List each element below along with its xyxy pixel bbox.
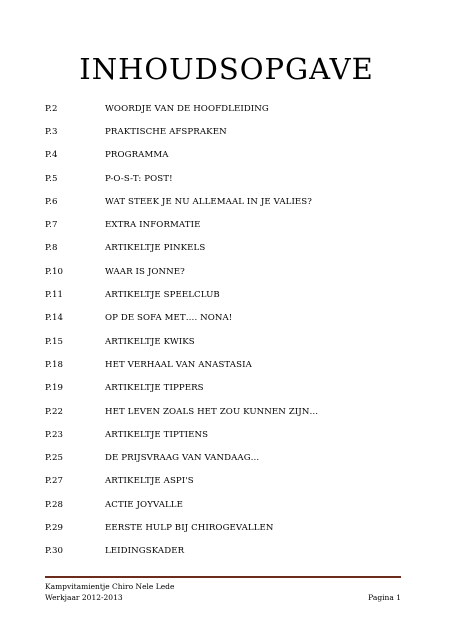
toc-page-number: P.28 [45, 499, 64, 510]
toc-entry-title: OP DE SOFA MET…. NONA! [105, 313, 233, 324]
toc-row [45, 493, 425, 516]
toc-page-number: P.15 [45, 336, 64, 347]
toc-entry-title: HET LEVEN ZOALS HET ZOU KUNNEN ZIJN… [105, 406, 319, 417]
toc-row [45, 400, 425, 423]
toc-row [45, 120, 425, 143]
toc-row [45, 167, 425, 190]
toc-page-number: P.27 [45, 476, 64, 487]
table-of-contents [45, 97, 425, 563]
toc-page-number: P.10 [45, 266, 64, 277]
toc-row [45, 516, 425, 539]
toc-row [45, 283, 425, 306]
toc-page-number: P.29 [45, 522, 64, 533]
toc-row [45, 377, 425, 400]
toc-page-number: P.4 [45, 150, 58, 161]
toc-page-number: P.19 [45, 383, 64, 394]
toc-entry-title: ARTIKELTJE SPEELCLUB [105, 290, 220, 301]
toc-entry-title: ARTIKELTJE KWIKS [105, 336, 195, 347]
toc-page-number: P.23 [45, 429, 64, 440]
toc-entry-title: ARTIKELTJE ASPI'S [105, 476, 194, 487]
toc-row [45, 237, 425, 260]
toc-page-number: P.2 [45, 103, 58, 114]
toc-page-number: P.18 [45, 359, 64, 370]
toc-page-number: P.30 [45, 546, 64, 557]
toc-page-number: P.7 [45, 220, 58, 231]
footer-year: Werkjaar 2012-2013 [45, 593, 123, 602]
toc-entry-title: EERSTE HULP BIJ CHIROGEVALLEN [105, 522, 274, 533]
toc-entry-title: ACTIE JOYVALLE [105, 499, 183, 510]
toc-entry-title: PRAKTISCHE AFSPRAKEN [105, 126, 227, 137]
toc-entry-title: PROGRAMMA [105, 150, 169, 161]
toc-page-number: P.3 [45, 126, 58, 137]
toc-row [45, 190, 425, 213]
toc-page-number: P.5 [45, 173, 58, 184]
toc-row [45, 97, 425, 120]
toc-entry-title: ARTIKELTJE PINKELS [105, 243, 206, 254]
toc-entry-title: HET VERHAAL VAN ANASTASIA [105, 359, 252, 370]
toc-row [45, 260, 425, 283]
footer-publication-name: Kampvitamientje Chiro Nele Lede [45, 582, 175, 591]
toc-entry-title: LEIDINGSKADER [105, 546, 185, 557]
toc-page-number: P.11 [45, 290, 64, 301]
footer-page-number: Pagina 1 [368, 593, 401, 602]
toc-row [45, 330, 425, 353]
toc-row [45, 307, 425, 330]
toc-entry-title: EXTRA INFORMATIE [105, 220, 201, 231]
footer-divider [45, 576, 401, 578]
toc-entry-title: WAT STEEK JE NU ALLEMAAL IN JE VALIES? [105, 196, 313, 207]
toc-row [45, 470, 425, 493]
toc-page-number: P.14 [45, 313, 64, 324]
toc-page-number: P.6 [45, 196, 58, 207]
toc-row [45, 540, 425, 563]
toc-row [45, 423, 425, 446]
page-title: INHOUDSOPGAVE [79, 52, 374, 86]
toc-entry-title: DE PRIJSVRAAG VAN VANDAAG… [105, 453, 260, 464]
toc-entry-title: ARTIKELTJE TIPTIENS [105, 429, 209, 440]
toc-page-number: P.25 [45, 453, 64, 464]
toc-entry-title: P-O-S-T: POST! [105, 173, 173, 184]
toc-row [45, 144, 425, 167]
toc-row [45, 446, 425, 469]
toc-row [45, 353, 425, 376]
toc-page-number: P.8 [45, 243, 58, 254]
toc-entry-title: WAAR IS JONNE? [105, 266, 185, 277]
toc-entry-title: WOORDJE VAN DE HOOFDLEIDING [105, 103, 269, 114]
toc-entry-title: ARTIKELTJE TIPPERS [105, 383, 204, 394]
toc-row [45, 213, 425, 236]
toc-page-number: P.22 [45, 406, 64, 417]
